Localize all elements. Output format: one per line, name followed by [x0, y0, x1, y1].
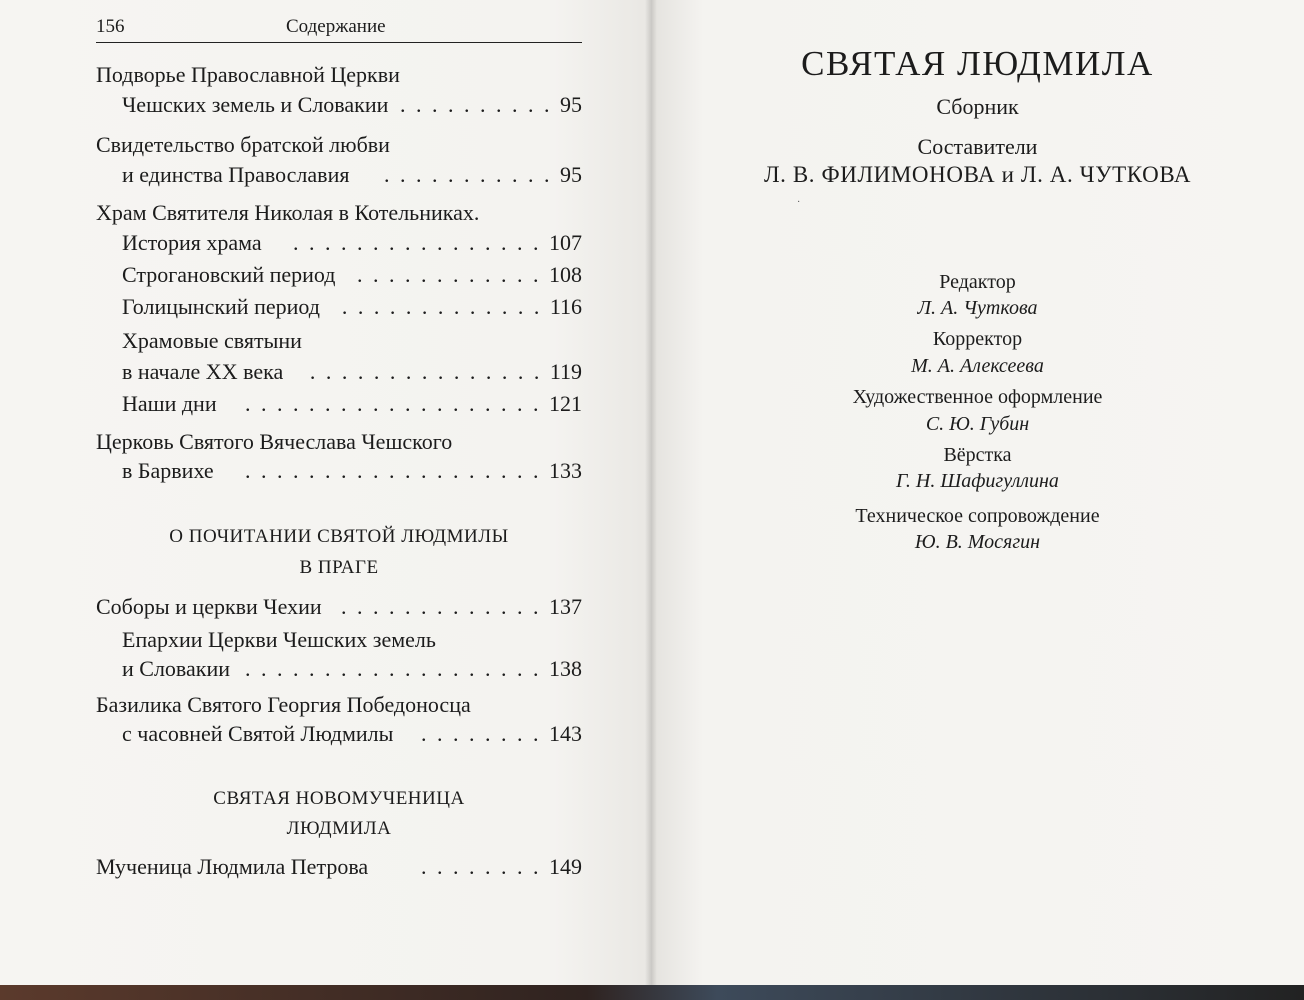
toc-page-number: 137: [549, 594, 582, 619]
running-header: [96, 14, 582, 43]
credit-role: Художественное оформление: [852, 386, 1103, 408]
book-subtitle: Сборник: [936, 94, 1019, 119]
toc-entry-text: Епархии Церкви Чешских земель: [122, 627, 436, 652]
leader-dots: . . . . . . . . . . . . .: [341, 294, 542, 319]
toc-entry[interactable]: [96, 389, 582, 419]
toc-entry[interactable]: [96, 654, 582, 684]
toc-page-number: 116: [549, 294, 582, 319]
toc-entry[interactable]: [96, 228, 582, 258]
credit-role: Редактор: [939, 271, 1016, 293]
toc-entry-text: Свидетельство братской любви: [96, 132, 390, 157]
toc-page-number: 149: [549, 854, 582, 879]
toc-page-number: 95: [560, 92, 582, 117]
compilers-label: Составители: [917, 134, 1038, 159]
small-mark: ·: [797, 197, 801, 208]
toc-entry-text: Наши дни: [122, 391, 217, 416]
toc-entry-text: Подворье Православной Церкви: [96, 62, 400, 87]
toc-entry-title: [96, 427, 582, 457]
toc-entry-text: Храмовые святыни: [122, 328, 302, 353]
toc-entry-text: с часовней Святой Людмилы: [122, 721, 394, 746]
leader-dots: . . . . . . . . . . .: [384, 162, 552, 187]
toc-entry[interactable]: [96, 160, 582, 190]
credit-name: Л. А. Чуткова: [917, 297, 1038, 319]
toc-entry[interactable]: [96, 719, 582, 749]
toc-page-number: 121: [549, 391, 582, 416]
toc-page-number: 133: [549, 458, 582, 483]
leader-dots: . . . . . . . . . . . .: [357, 262, 541, 287]
toc-entry-text: Храм Святителя Николая в Котельниках.: [96, 200, 480, 225]
leader-dots: . . . . . . . . . . . . . . . . . . .: [245, 391, 541, 416]
toc-page-number: 107: [549, 230, 582, 255]
toc-entry[interactable]: [96, 90, 582, 120]
toc-entry[interactable]: [96, 592, 582, 622]
section-heading: ЛЮДМИЛА: [286, 818, 392, 839]
left-page: [0, 0, 651, 985]
toc-group-heading: [96, 198, 582, 228]
credit-role: Корректор: [932, 328, 1023, 350]
credit-role: Техническое сопровождение: [855, 505, 1100, 527]
toc-entry-title: [96, 326, 582, 356]
compilers-names: Л. В. ФИЛИМОНОВА и Л. А. ЧУТКОВА: [763, 162, 1192, 187]
toc-entry-text: Мученица Людмила Петрова: [96, 854, 369, 879]
toc-entry-text: Голицынский период: [122, 294, 320, 319]
toc-entry-title: [96, 60, 582, 90]
toc-entry-text: в начале XX века: [122, 359, 284, 384]
leader-dots: . . . . . . . . . . . . . . .: [309, 359, 542, 384]
toc-entry-text: Базилика Святого Георгия Победоносца: [96, 692, 471, 717]
toc-entry-text: Соборы и церкви Чехии: [96, 594, 322, 619]
toc-entry-text: Чешских земель и Словакии: [122, 92, 389, 117]
credit-role: Вёрстка: [943, 444, 1012, 466]
toc-entry-title: [96, 690, 582, 720]
toc-entry-text: в Барвихе: [122, 458, 214, 483]
toc-entry[interactable]: [96, 260, 582, 290]
toc-entry-text: и единства Православия: [122, 162, 350, 187]
leader-dots: . . . . . . . . . . . . . . . . . . .: [245, 656, 541, 681]
toc-page-number: 108: [549, 262, 582, 287]
leader-dots: . . . . . . . . . . . . . . . . . . .: [245, 458, 541, 483]
right-page: [651, 0, 1304, 985]
running-head-title: Содержание: [286, 16, 386, 37]
section-heading: В ПРАГЕ: [299, 557, 379, 578]
toc-entry-title: [96, 625, 582, 655]
toc-page-number: 95: [560, 162, 582, 187]
leader-dots: . . . . . . . . . .: [400, 92, 552, 117]
credit-name: Ю. В. Мосягин: [914, 531, 1041, 553]
toc-entry-text: и Словакии: [122, 656, 231, 681]
leader-dots: . . . . . . . . . . . . . . . .: [293, 230, 541, 255]
toc-entry-text: Церковь Святого Вячеслава Чешского: [96, 429, 453, 454]
toc-entry[interactable]: [96, 357, 582, 387]
book-gutter: [645, 0, 657, 985]
section-heading: СВЯТАЯ НОВОМУЧЕНИЦА: [213, 788, 465, 809]
toc-entry[interactable]: [96, 456, 582, 486]
leader-dots: . . . . . . . .: [421, 854, 541, 879]
credit-name: Г. Н. Шафигуллина: [896, 470, 1059, 492]
toc-entry-text: История храма: [122, 230, 262, 255]
leader-dots: . . . . . . . .: [421, 721, 541, 746]
section-heading: О ПОЧИТАНИИ СВЯТОЙ ЛЮДМИЛЫ: [169, 526, 509, 547]
credit-name: М. А. Алексеева: [911, 355, 1044, 377]
toc-entry[interactable]: [96, 852, 582, 882]
toc-entry[interactable]: [96, 292, 582, 322]
toc-entry-text: Строгановский период: [122, 262, 336, 287]
book-bottom-edge: [0, 985, 1304, 1000]
toc-page-number: 143: [549, 721, 582, 746]
toc-entry-title: [96, 130, 582, 160]
page-number: 156: [96, 16, 125, 37]
leader-dots: . . . . . . . . . . . . .: [341, 594, 541, 619]
toc-page-number: 138: [549, 656, 582, 681]
toc-page-number: 119: [549, 359, 582, 384]
credit-name: С. Ю. Губин: [925, 413, 1030, 435]
book-title: СВЯТАЯ ЛЮДМИЛА: [801, 44, 1154, 83]
